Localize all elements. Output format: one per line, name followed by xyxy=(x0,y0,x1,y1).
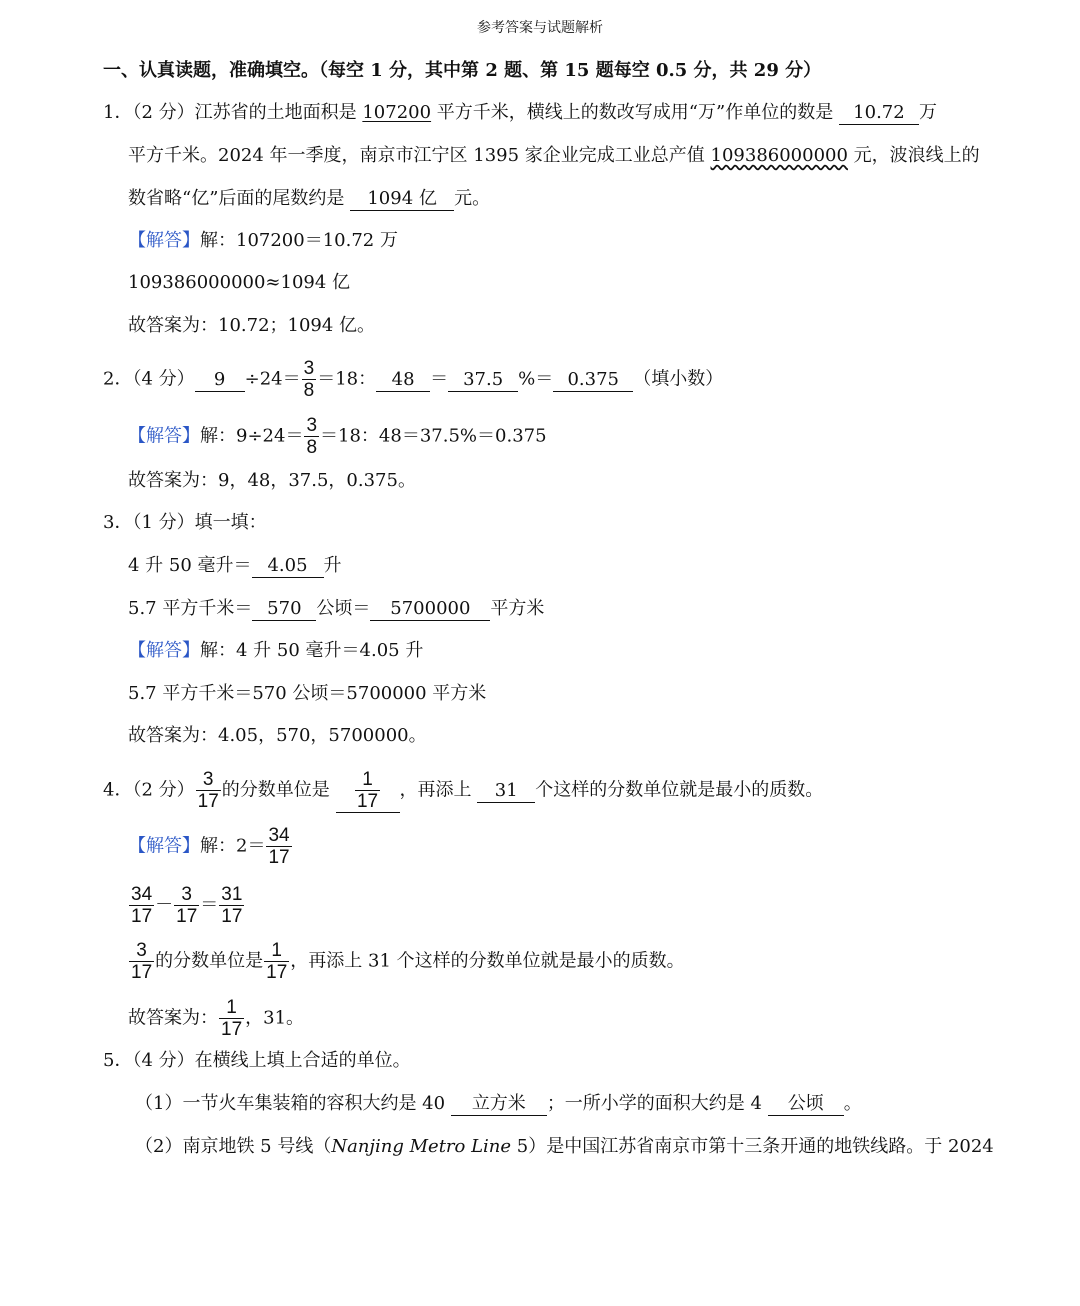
q4-answer-blank-1 xyxy=(336,769,400,813)
numerator: 31 xyxy=(221,884,243,905)
numerator: 34 xyxy=(131,884,153,905)
numerator: 1 xyxy=(271,940,282,961)
q4-eq-fraction-a xyxy=(129,884,154,927)
denominator: 17 xyxy=(268,847,290,868)
denominator: 17 xyxy=(131,962,153,983)
q4-fraction xyxy=(196,769,221,812)
numerator: 3 xyxy=(202,769,214,790)
q3-text-5: 平方米 xyxy=(490,598,545,619)
q3-text-2: 升 xyxy=(323,555,342,576)
q1-solution-line-1 xyxy=(128,228,398,254)
q1-text-5: 元。 xyxy=(454,188,491,209)
answer-tag: 【解答】 xyxy=(128,640,200,661)
q5-text-2: ；一所小学的面积大约是 4 xyxy=(546,1093,768,1114)
denominator: 8 xyxy=(303,380,315,401)
q3-solution-1: 解：4 升 50 毫升＝4.05 升 xyxy=(200,640,424,661)
denominator: 17 xyxy=(197,791,219,812)
q5-text-1: （1）一节火车集装箱的容积大约是 40 xyxy=(135,1093,451,1114)
minus-sign: － xyxy=(155,894,174,916)
q4-answer-fraction xyxy=(355,769,380,812)
denominator: 17 xyxy=(131,906,153,927)
q4-answer-blank-2: 31 xyxy=(477,780,535,803)
q3-item-1 xyxy=(128,553,342,579)
q4-solution-equation xyxy=(128,884,245,927)
numerator: 1 xyxy=(362,769,373,790)
q2-solution-a: 解：9÷24＝ xyxy=(200,425,304,447)
question-5-line: 5．（4 分）在横线上填上合适的单位。 xyxy=(103,1050,411,1071)
q1-text-3: 元，波浪线上的 xyxy=(847,145,980,166)
q2-solution-fraction xyxy=(304,415,319,458)
q3-text-4: 公顷＝ xyxy=(316,598,371,619)
q3-text-1: 4 升 50 毫升＝ xyxy=(128,555,252,576)
q4-prefix: 4．（2 分） xyxy=(103,779,195,801)
q4-conclusion xyxy=(128,940,685,983)
q2-text-5: （填小数） xyxy=(633,368,724,390)
numerator: 34 xyxy=(268,825,290,846)
q5-part-2 xyxy=(135,1134,994,1160)
q2-text-2: ＝18： xyxy=(317,368,377,390)
q4-solution-line-1 xyxy=(128,825,293,868)
q2-solution-b: ＝18：48＝37.5%＝0.375 xyxy=(320,425,547,447)
q1-final-answer: 故答案为：10.72；1094 亿。 xyxy=(128,315,376,336)
q4-solution-a: 解：2＝ xyxy=(200,835,266,857)
page-title: 参考答案与试题解析 xyxy=(477,20,603,36)
q2-solution-line xyxy=(128,415,547,458)
q4-conclusion-text-2: ，再添上 31 个这样的分数单位就是最小的质数。 xyxy=(290,950,685,972)
q2-text-1: ÷24＝ xyxy=(244,368,301,390)
q1-text: 平方千米，横线上的数改写成用“万”作单位的数是 xyxy=(431,102,839,123)
q1-answer-blank-1: 10.72 xyxy=(839,102,919,125)
q5-text-5: 5）是中国江苏省南京市第十三条开通的地铁线路。于 2024 xyxy=(511,1136,994,1157)
q1-unit: 万 xyxy=(918,102,937,123)
q2-answer-blank-4: 0.375 xyxy=(553,369,633,392)
q5-text-4: （2）南京地铁 5 号线（ xyxy=(135,1136,332,1157)
q4-final-fraction xyxy=(219,997,244,1040)
denominator: 8 xyxy=(306,437,318,458)
section-heading: 一、认真读题，准确填空。（每空 1 分，其中第 2 题、第 15 题每空 0.5 分，共 29 分） xyxy=(103,60,822,81)
q4-solution-fraction xyxy=(266,825,291,868)
q3-item-2 xyxy=(128,596,544,622)
q2-final-answer: 故答案为：9，48，37.5，0.375。 xyxy=(128,470,416,491)
q1-underlined-number: 107200 xyxy=(362,102,432,123)
question-1-line-3 xyxy=(128,186,490,212)
q1-answer-blank-2: 1094 亿 xyxy=(350,188,454,211)
q4-conclusion-text-1: 的分数单位是 xyxy=(155,950,264,972)
denominator: 17 xyxy=(266,962,288,983)
q1-solution-1: 解：107200＝10.72 万 xyxy=(200,230,398,251)
q2-answer-blank-1: 9 xyxy=(195,369,245,392)
q4-eq-fraction-c xyxy=(219,884,244,927)
q2-answer-blank-3: 37.5 xyxy=(448,369,518,392)
q4-eq-fraction-b xyxy=(174,884,199,927)
numerator: 3 xyxy=(303,358,315,379)
numerator: 3 xyxy=(136,940,147,961)
q4-text-1: 的分数单位是 xyxy=(221,779,336,801)
q4-text-3: 个这样的分数单位就是最小的质数。 xyxy=(535,779,824,801)
denominator: 17 xyxy=(221,906,243,927)
q1-text-2: 平方千米。2024 年一季度，南京市江宁区 1395 家企业完成工业总产值 xyxy=(128,145,711,166)
q4-conclusion-fraction-1 xyxy=(129,940,154,983)
q2-prefix: 2．（4 分） xyxy=(103,368,195,390)
q3-text-3: 5.7 平方千米＝ xyxy=(128,598,253,619)
answer-tag: 【解答】 xyxy=(128,230,200,251)
q2-text-4: %＝ xyxy=(518,368,554,390)
q3-solution-line-2: 5.7 平方千米＝570 公顷＝5700000 平方米 xyxy=(128,683,487,704)
q5-part-1 xyxy=(135,1091,862,1117)
q5-text-3: 。 xyxy=(843,1093,862,1114)
q2-answer-blank-2: 48 xyxy=(376,369,430,392)
question-1-line-2 xyxy=(128,143,980,169)
answer-tag: 【解答】 xyxy=(128,835,200,857)
q3-answer-blank-3: 5700000 xyxy=(370,598,490,621)
equals-sign: ＝ xyxy=(200,894,219,916)
numerator: 1 xyxy=(226,997,237,1018)
q5-italic-name: Nanjing Metro Line xyxy=(331,1136,512,1157)
q1-prefix: 1．（2 分）江苏省的土地面积是 xyxy=(103,102,363,123)
q1-text-4: 数省略“亿”后面的尾数约是 xyxy=(128,188,351,209)
q4-final-answer xyxy=(128,997,304,1040)
question-4-line xyxy=(103,769,823,813)
denominator: 17 xyxy=(221,1019,243,1040)
question-3-line: 3．（1 分）填一填： xyxy=(103,512,267,533)
question-2-line xyxy=(103,358,723,401)
q3-answer-blank-1: 4.05 xyxy=(252,555,324,578)
question-1-line-1 xyxy=(103,100,937,126)
numerator: 3 xyxy=(181,884,192,905)
q4-final-b: ，31。 xyxy=(245,1007,305,1029)
q1-wavy-number: 109386000000 xyxy=(710,145,848,166)
denominator: 17 xyxy=(356,791,379,812)
q2-text-3: ＝ xyxy=(430,368,449,390)
q2-fraction xyxy=(302,358,317,401)
q5-answer-blank-2: 公顷 xyxy=(768,1093,844,1116)
q5-answer-blank-1: 立方米 xyxy=(451,1093,547,1116)
answer-tag: 【解答】 xyxy=(128,425,200,447)
q3-final-answer: 故答案为：4.05，570，5700000。 xyxy=(128,725,427,746)
q3-solution-line-1 xyxy=(128,638,423,664)
q4-text-2: ，再添上 xyxy=(399,779,478,801)
denominator: 17 xyxy=(176,906,198,927)
q3-answer-blank-2: 570 xyxy=(252,598,316,621)
q1-solution-line-2: 109386000000≈1094 亿 xyxy=(128,272,351,293)
numerator: 3 xyxy=(306,415,318,436)
q4-conclusion-fraction-2 xyxy=(264,940,289,983)
q4-final-a: 故答案为： xyxy=(128,1007,218,1029)
